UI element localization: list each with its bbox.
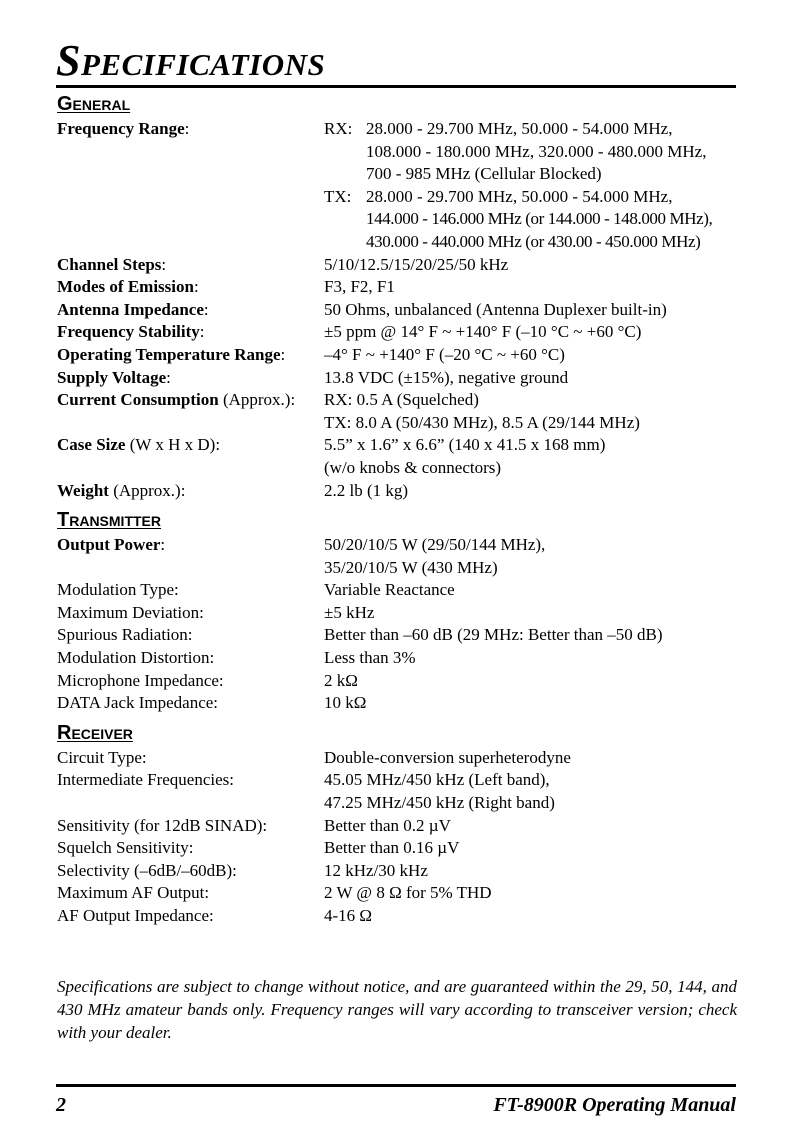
spec-value: Variable Reactance xyxy=(324,580,455,600)
spec-label: Output Power xyxy=(57,535,161,555)
spec-row xyxy=(57,624,737,647)
page-title: Specifications xyxy=(56,36,326,85)
spec-value: Less than 3% xyxy=(324,648,416,668)
spec-row-weight xyxy=(57,480,737,503)
spec-label: Frequency Range xyxy=(57,119,185,138)
spec-label: Modulation Type: xyxy=(57,580,179,600)
spec-value-line: 28.000 - 29.700 MHz, 50.000 - 54.000 MHz, xyxy=(366,186,673,206)
spec-label: Weight xyxy=(57,480,109,500)
spec-row-antenna: Antenna Impedance: 50 Ohms, unbalanced (Antenna Duplexer built-in) xyxy=(57,299,737,322)
spec-label: Antenna Impedance xyxy=(57,299,204,319)
spec-value: ±5 ppm @ 14° F ~ +140° F (–10 °C ~ +60 °C) xyxy=(324,322,642,342)
spec-label: Channel Steps xyxy=(57,254,162,274)
spec-row-circuit-type xyxy=(57,747,737,770)
spec-row-modes: Modes of Emission: F3, F2, F1 xyxy=(57,276,737,299)
tx-prefix: TX: xyxy=(324,186,352,206)
spec-value-line: RX: 0.5 A (Squelched) xyxy=(324,390,479,410)
spec-value-line: (w/o knobs & connectors) xyxy=(324,457,502,477)
spec-label: Circuit Type: xyxy=(57,747,147,767)
spec-row xyxy=(57,692,737,715)
spec-value: 2.2 lb (1 kg) xyxy=(324,480,409,500)
spec-label: Intermediate Frequencies: xyxy=(57,770,235,790)
spec-value-line: 430.000 - 440.000 MHz (or 430.00 - 450.000 MHz) xyxy=(366,231,701,251)
receiver-heading: Receiver xyxy=(57,721,133,744)
spec-label: Operating Temperature Range xyxy=(57,344,281,364)
spec-label: Modes of Emission xyxy=(57,277,194,297)
spec-row-output-power: Output Power: 50/20/10/5 W (29/50/144 MHz), 35/20/10/5 W (430 MHz) xyxy=(57,534,737,579)
spec-value: 2 kΩ xyxy=(324,670,358,690)
spec-label: Sensitivity (for 12dB SINAD): xyxy=(57,815,268,835)
spec-row xyxy=(57,860,737,883)
spec-value: 4-16 Ω xyxy=(324,906,373,925)
general-heading: General xyxy=(57,93,131,115)
manual-title: FT-8900R Operating Manual xyxy=(493,1094,736,1116)
spec-row xyxy=(57,837,737,860)
spec-value-line: 35/20/10/5 W (430 MHz) xyxy=(324,557,498,577)
spec-row xyxy=(57,882,737,905)
spec-label: Squelch Sensitivity: xyxy=(57,838,194,858)
spec-value-line: 5.5” x 1.6” x 6.6” (140 x 41.5 x 168 mm) xyxy=(324,435,606,455)
spec-row xyxy=(57,670,737,693)
spec-value: –4° F ~ +140° F (–20 °C ~ +60 °C) xyxy=(324,344,565,364)
top-rule xyxy=(56,85,736,88)
disclaimer-note: Specifications are subject to change without notice, and are guaranteed within the 29, 50, 144, and 430 MHz amateur bands only. Frequency ranges will vary according to transceiver version; check with your dealer. xyxy=(57,977,737,1042)
spec-value: Better than 0.16 µV xyxy=(324,838,460,858)
spec-row xyxy=(57,905,737,928)
spec-label: Maximum Deviation: xyxy=(57,602,204,622)
spec-row-current xyxy=(57,389,737,434)
spec-value: 10 kΩ xyxy=(324,693,367,713)
spec-value-line: TX: 8.0 A (50/430 MHz), 8.5 A (29/144 MHz) xyxy=(324,412,640,432)
spec-label: Spurious Radiation: xyxy=(57,625,193,645)
spec-row xyxy=(57,579,737,602)
spec-value: 13.8 VDC (±15%), negative ground xyxy=(324,367,569,387)
rx-prefix: RX: xyxy=(324,119,353,138)
spec-value: ±5 kHz xyxy=(324,602,375,622)
spec-row-channel-steps: Channel Steps: 5/10/12.5/15/20/25/50 kHz xyxy=(57,254,737,277)
page-number: 2 xyxy=(56,1094,66,1116)
spec-value-line: 700 - 985 MHz (Cellular Blocked) xyxy=(366,164,602,184)
spec-content xyxy=(57,90,737,928)
spec-label: Modulation Distortion: xyxy=(57,648,215,668)
spec-label: Microphone Impedance: xyxy=(57,670,224,690)
spec-value-line: 45.05 MHz/450 kHz (Left band), xyxy=(324,770,550,790)
spec-value: F3, F2, F1 xyxy=(324,277,395,297)
spec-value-line: 144.000 - 146.000 MHz (or 144.000 - 148.000 MHz), xyxy=(366,209,713,229)
spec-row xyxy=(57,815,737,838)
label-suffix: (W x H x D): xyxy=(125,435,221,455)
spec-row-case-size xyxy=(57,434,737,479)
spec-value: 12 kHz/30 kHz xyxy=(324,860,428,880)
spec-row-if xyxy=(57,769,737,814)
label-suffix: (Approx.): xyxy=(218,390,296,410)
spec-value: 5/10/12.5/15/20/25/50 kHz xyxy=(324,254,509,274)
transmitter-heading: Transmitter xyxy=(57,509,161,532)
spec-row-frequency-range xyxy=(57,118,737,254)
label-colon: : xyxy=(184,119,190,138)
label-suffix: (Approx.): xyxy=(108,480,186,500)
spec-value: 2 W @ 8 Ω for 5% THD xyxy=(324,883,492,903)
spec-value-line: 50/20/10/5 W (29/50/144 MHz), xyxy=(324,535,546,555)
spec-label: Maximum AF Output: xyxy=(57,883,210,903)
spec-label: Supply Voltage xyxy=(57,367,167,387)
spec-value: Better than 0.2 µV xyxy=(324,815,451,835)
spec-label: AF Output Impedance: xyxy=(57,906,214,925)
spec-row-temperature: Operating Temperature Range: –4° F ~ +140° F (–20 °C ~ +60 °C) xyxy=(57,344,737,367)
spec-label: DATA Jack Impedance: xyxy=(57,693,219,713)
spec-value-line: 108.000 - 180.000 MHz, 320.000 - 480.000 MHz, xyxy=(366,141,707,161)
spec-value: 50 Ohms, unbalanced (Antenna Duplexer built-in) xyxy=(324,299,667,319)
spec-value: Better than –60 dB (29 MHz: Better than –50 dB) xyxy=(324,625,663,645)
spec-row xyxy=(57,647,737,670)
spec-label: Current Consumption xyxy=(57,390,219,410)
spec-label: Frequency Stability xyxy=(57,322,200,342)
spec-value-line: 47.25 MHz/450 kHz (Right band) xyxy=(324,793,555,813)
spec-row xyxy=(57,602,737,625)
spec-value-line: 28.000 - 29.700 MHz, 50.000 - 54.000 MHz, xyxy=(366,119,673,138)
bottom-rule xyxy=(56,1084,736,1087)
spec-row-supply: Supply Voltage: 13.8 VDC (±15%), negative ground xyxy=(57,367,737,390)
spec-label: Selectivity (–6dB/–60dB): xyxy=(57,860,237,880)
spec-value: Double-conversion superheterodyne xyxy=(324,747,571,767)
spec-label: Case Size xyxy=(57,435,126,455)
spec-row-stability: Frequency Stability: ±5 ppm @ 14° F ~ +140° F (–10 °C ~ +60 °C) xyxy=(57,321,737,344)
